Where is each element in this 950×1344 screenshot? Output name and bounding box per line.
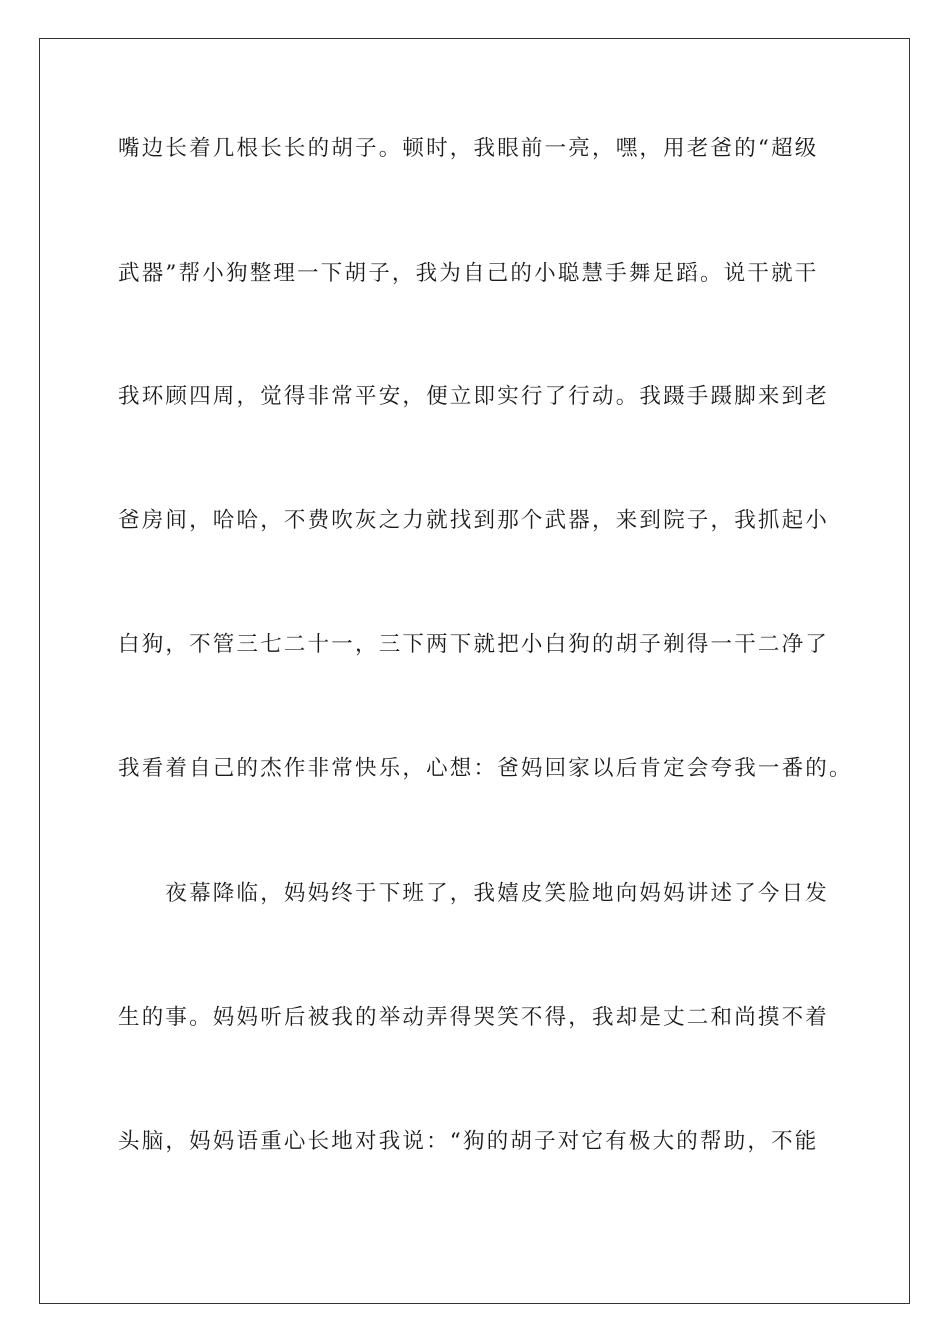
text-line-9: 头脑，妈妈语重心长地对我说：“狗的胡子对它有极大的帮助，不能 xyxy=(118,1129,819,1154)
text-line-7: 夜幕降临，妈妈终于下班了，我嬉皮笑脸地向妈妈讲述了今日发 xyxy=(118,881,830,906)
text-line-2: 武器”帮小狗整理一下胡子，我为自己的小聪慧手舞足蹈。说干就干 xyxy=(118,261,819,286)
text-line-3: 我环顾四周，觉得非常平安，便立即实行了行动。我蹑手蹑脚来到老 xyxy=(118,384,830,409)
text-line-8: 生的事。妈妈听后被我的举动弄得哭笑不得，我却是丈二和尚摸不着 xyxy=(118,1005,830,1030)
text-line-5: 白狗，不管三七二十一，三下两下就把小白狗的胡子剃得一干二净了 xyxy=(118,632,830,657)
page-border xyxy=(39,38,910,1304)
text-line-1: 嘴边长着几根长长的胡子。顿时，我眼前一亮，嘿，用老爸的“超级 xyxy=(118,136,819,161)
text-line-4: 爸房间，哈哈，不费吹灰之力就找到那个武器，来到院子，我抓起小 xyxy=(118,508,830,533)
text-line-6: 我看着自己的杰作非常快乐，心想：爸妈回家以后肯定会夸我一番的。 xyxy=(118,756,853,781)
